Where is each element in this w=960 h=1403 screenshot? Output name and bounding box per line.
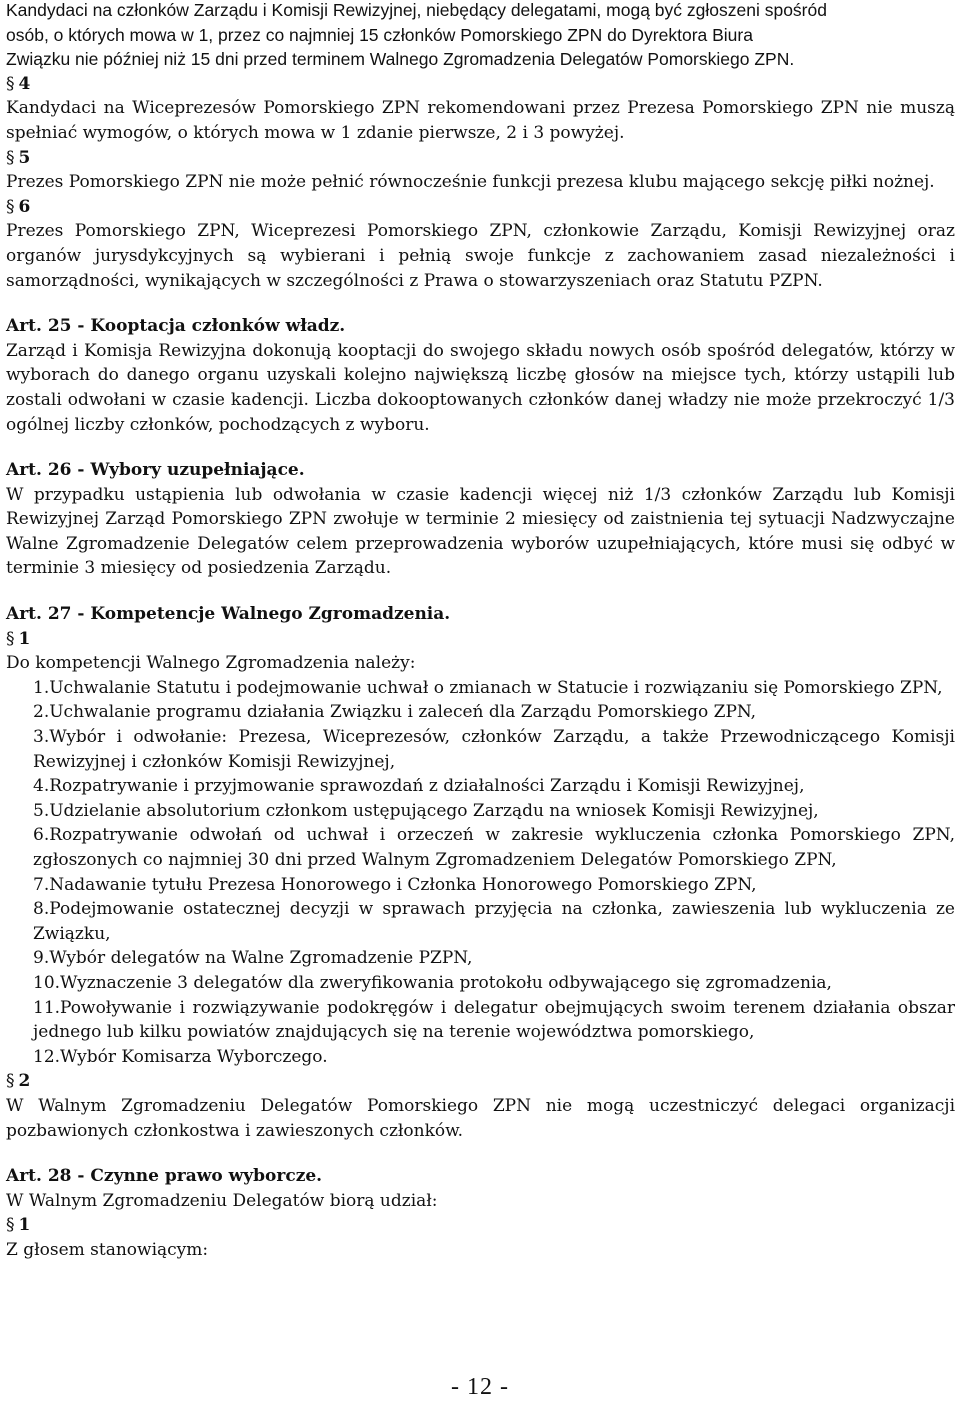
article-26-title: Art. 26 - Wybory uzupełniające. xyxy=(6,460,305,481)
article-25-text: Zarząd i Komisja Rewizyjna dokonują kooptacji do swojego składu nowych osób spośród delegatów, którzy w wyborach do danego organu uzyskali kolejno największą liczbę głosów na miejsce tych, którzy ustąpili lub zostali odwołani w czasie kadencji. Liczba dokooptowanych członków danej władzy nie może przekroczyć 1/3 ogólnej liczby członków, pochodzących z wyboru. xyxy=(6,340,955,435)
article-27-section-2-heading: § 2 xyxy=(6,1071,31,1092)
section-4-text: Kandydaci na Wiceprezesów Pomorskiego ZPN rekomendowani przez Prezesa Pomorskiego ZPN nie muszą spełniać wymogów, o których mowa w 1 zdanie pierwsze, 2 i 3 powyżej. xyxy=(6,98,955,143)
list-item: 3.Wybór i odwołanie: Prezesa, Wiceprezesów, członków Zarządu, a także Przewodniczącego Komisji Rewizyjnej i członków Komisji Rewizyjnej, xyxy=(33,727,955,772)
article-27-title: Art. 27 - Kompetencje Walnego Zgromadzenia. xyxy=(6,604,451,625)
list-item: 9.Wybór delegatów na Walne Zgromadzenie PZPN, xyxy=(33,948,473,969)
article-26-text: W przypadku ustąpienia lub odwołania w czasie kadencji więcej niż 1/3 członków Zarządu lub Komisji Rewizyjnej Zarząd Pomorskiego ZPN zwołuje w terminie 2 miesięcy od zaistnienia tej sytuacji Nadzwyczajne Walne Zgromadzenie Delegatów celem przeprowadzenia wyborów uzupełniających, które musi się odbyć w terminie 3 miesięcy od posiedzenia Zarządu. xyxy=(6,484,955,579)
section-5-heading: § 5 xyxy=(6,147,31,168)
section-mark: § xyxy=(6,147,15,168)
section-mark: § xyxy=(6,196,15,217)
article-28-sub: Z głosem stanowiącym: xyxy=(6,1239,209,1260)
list-item: 8.Podejmowanie ostatecznej decyzji w sprawach przyjęcia na członka, zawieszenia lub wykluczenia ze Związku, xyxy=(33,899,955,944)
section-mark: § xyxy=(6,1215,15,1236)
article-27-lead: Do kompetencji Walnego Zgromadzenia należy: xyxy=(6,653,416,674)
article-27-section-2-text: W Walnym Zgromadzeniu Delegatów Pomorskiego ZPN nie mogą uczestniczyć delegaci organizacji pozbawionych członkostwa i zawieszonych członków. xyxy=(6,1095,955,1141)
list-item: 1.Uchwalanie Statutu i podejmowanie uchwał o zmianach w Statucie i rozwiązaniu się Pomorskiego ZPN, xyxy=(33,677,943,698)
section-mark: § xyxy=(6,73,15,94)
list-item: 12.Wybór Komisarza Wyborczego. xyxy=(33,1046,328,1067)
intro-line-3: Związku nie później niż 15 dni przed terminem Walnego Zgromadzenia Delegatów Pomorskiego ZPN. xyxy=(6,49,795,70)
section-6-heading: § 6 xyxy=(6,196,31,217)
list-item: 6.Rozpatrywanie odwołań od uchwał i orzeczeń w zakresie wykluczenia członka Pomorskiego ZPN, zgłoszonych co najmniej 30 dni przed Walnym Zgromadzeniem Delegatów Pomorskiego ZPN, xyxy=(33,825,955,870)
list-item: 11.Powoływanie i rozwiązywanie podokręgów i delegatur obejmujących swoim terenem działania obszar jednego lub kilku powiatów znajdujących się na terenie województwa pomorskiego, xyxy=(33,997,955,1043)
section-mark: § xyxy=(6,628,15,649)
section-6-text: Prezes Pomorskiego ZPN, Wiceprezesi Pomorskiego ZPN, członkowie Zarządu, Komisji Rewizyjnej oraz organów jurysdykcyjnych są wybierani i pełnią swoje funkcje z zachowaniem zasad niezależności i samorządności, wynikających w szczególności z Prawa o stowarzyszeniach oraz Statutu PZPN. xyxy=(6,221,955,291)
list-item: 5.Udzielanie absolutorium członkom ustępującego Zarządu na wniosek Komisji Rewizyjnej, xyxy=(33,800,819,821)
article-28-lead: W Walnym Zgromadzeniu Delegatów biorą udział: xyxy=(6,1190,438,1211)
section-4-heading: § 4 xyxy=(6,73,31,94)
list-item: 7.Nadawanie tytułu Prezesa Honorowego i Członka Honorowego Pomorskiego ZPN, xyxy=(33,874,757,895)
intro-line-1: Kandydaci na członków Zarządu i Komisji Rewizyjnej, niebędący delegatami, mogą być zgłoszeni spośród xyxy=(6,0,827,20)
section-5-text: Prezes Pomorskiego ZPN nie może pełnić równocześnie funkcji prezesa klubu mającego sekcję piłki nożnej. xyxy=(6,172,935,193)
article-27-section-1-heading: § 1 xyxy=(6,628,31,649)
list-item: 10.Wyznaczenie 3 delegatów dla zweryfikowania protokołu odbywającego się zgromadzenia, xyxy=(33,972,832,993)
page-number: - 12 - xyxy=(451,1374,509,1400)
list-item: 4.Rozpatrywanie i przyjmowanie sprawozdań z działalności Zarządu i Komisji Rewizyjnej, xyxy=(33,776,805,797)
competence-list xyxy=(6,676,955,1070)
article-28-title: Art. 28 - Czynne prawo wyborcze. xyxy=(6,1166,323,1187)
article-25-title: Art. 25 - Kooptacja członków władz. xyxy=(6,316,346,337)
article-28-section-1-heading: § 1 xyxy=(6,1215,31,1236)
section-mark: § xyxy=(6,1071,15,1092)
list-item: 2.Uchwalanie programu działania Związku i zaleceń dla Zarządu Pomorskiego ZPN, xyxy=(33,702,757,723)
intro-line-2: osób, o których mowa w 1, przez co najmniej 15 członków Pomorskiego ZPN do Dyrektora Biura xyxy=(6,24,753,45)
